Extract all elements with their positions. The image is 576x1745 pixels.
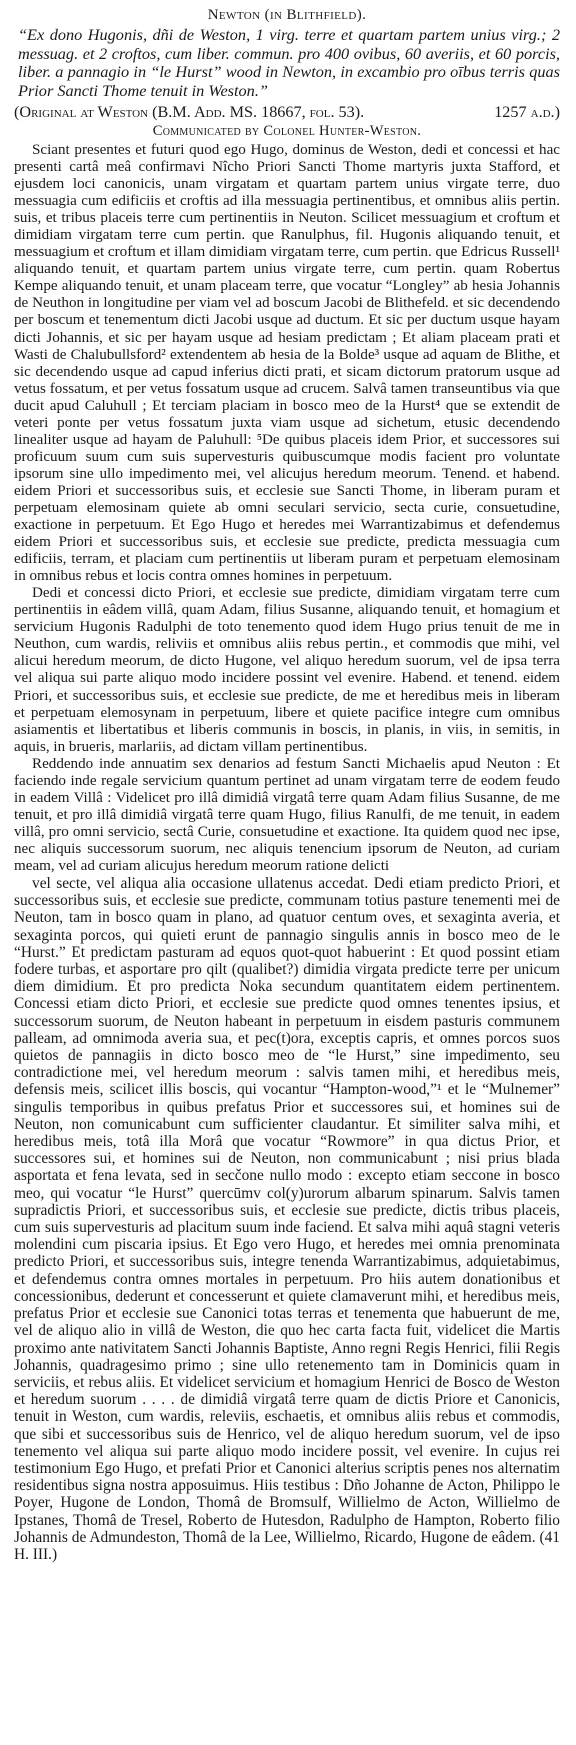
source-reference: (Original at Weston (B.M. Add. MS. 18667, fol. 53). [14, 103, 365, 121]
charter-body [14, 142, 560, 1563]
charter-paragraph: vel secte, vel aliqua alia occasione ullatenus accedat. Dedi etiam predicto Priori, et successoribus suis, et ecclesie sue predicte, communam totius pasture tenementi mei de Neuton, tam in bosco quam in plano, ad quatuor centum oves, et sexaginta averia, et sexaginta porcos, qui quieti erunt de pannagio singulis annis in bosco meo de le “Hurst.” Et predictam pasturam ad equos quot-quot habuerint : Et quod possint etiam fodere turbas, et asportare pro qilt (qualibet?) dimidia virgata predicte terre per unicum diem dimidium. Et pro predicta Noka secundum quantitatem eidem pertinentem. Concessi etiam dicto Priori, et ecclesie sue predicte quod omnes tenentes ipsius, et successorum suorum, de Neuton habeant in perpetuum in eisdem pasturis communem palleam, ad omnimoda averia sua, et pec(t)ora, exceptis capris, et omnes porcos suos quietos de pannagiis in dicto bosco meo de “le Hurst,” sine impedimento, seu contradictione mei, vel heredum meorum : salvis tamen mihi, et heredibus meis, defensis meis, scilicet illis boscis, qui vocantur “Hampton-wood,”¹ et le “Mulnemer” singulis temporibus in quibus prefatus Prior et successores sui, et homines sui de Neuton, non comunicabunt cum sufficienter claudantur. Et similiter salva mihi, et heredibus meis, totâ illa Morâ que vocatur “Rowmore” in qua dictus Prior, et successores sui, et homines sui de Neuton, non communicabunt ; nisi prius blada asportata et fena levata, sed in secčone nullo modo : excepto etiam seccone in bosco meo, qui vocatur “le Hurst” quercūmv col(y)urorum albarum spinarum. Salvis tamen supradictis Priori, et successoribus suis, et ecclesie sue predicte, dictis tribus placeis, cum suis supervesturis ad placitum suum inde faciend. Et salva mihi aquâ stagni veteris molendini cum piscaria ipsius. Et Ego vero Hugo, et heredes mei omnia prenominata predicto Priori, et successoribus suis, integre tenenda Warrantizabimus, adquietabimus, et defendemus contra omnes mortales in perpetuum. Pro hiis autem donationibus et concessionibus, dederunt et concesserunt et quiete clamaverunt mihi, et heredibus meis, prefatus Prior et ecclesie sue Canonici totas terras et tenementa que habuerunt de me, vel de aliquo alio in villâ de Weston, die quo hec carta facta fuit, videlicet die Martis proximo ante nativitatem Sancti Johannis Baptiste, Anno regni Regis Henrici, filii Regis Johannis, quadragesimo primo ; sine ullo retenemento tam in Dominicis quam in serviciis, et rebus aliis. Et videlicet servicium et homagium Henrici de Bosco de Weston et heredum suorum . . . . de dimidiâ virgatâ terre quam de dictis Priore et Canonicis, tenuit in Weston, cum wardis, releviis, eschaetis, et omnibus aliis rebus et commodis, que sibi et successoribus suis de Henrico, vel de aliquo heredum suorum, vel de ipso tenemento vel aliqua sui parte aliquo modo incidere possit, vel evenire. In cujus rei testimonium Ego Hugo, et prefati Prior et Canonici alterius scriptis penes nos alternatim residentibus signa nostra apposuimus. Hiis testibus : Dño Johanne de Acton, Philippo le Poyer, Hugone de London, Thomâ de Bromsulf, Willielmo de Acton, Willielmo de Ipstanes, Thomâ de Tresel, Roberto de Hutesdon, Radulpho de Hampton, Roberto filio Johannis de Admundeston, Thomâ de la Lee, Willielmo, Ricardo, Hugone de eâdem. (41 H. III.) [14, 875, 560, 1563]
charter-paragraph: Sciant presentes et futuri quod ego Hugo, dominus de Weston, dedi et concessi et hac presenti cartâ meâ confirmavi Nîcho Priori Sancti Thome martyris juxta Stafford, et ejusdem loci canonicis, unam virgatam et quartam partem unius virgate terre, duo messuagia cum edificiis et croftis ad illa messuagia pertinentibus, et omnibus aliis pertin. suis, et tribus placeis terre cum pertinentiis in Neuton. Scilicet messuagium et croftum et dimidiam virgatam terre cum pertin. que Ranulphus, fil. Hugonis aliquando tenuit, et messuagium et croftum et illam dimidiam virgatam terre, cum pertin. que Edricus Russell¹ aliquando tenuit, et quartam partem unius virgate terre, cum pertin. quam Robertus Kempe aliquando tenuit, et unam placeam terre, que vocatur “Longley” ab hesia Johannis de Neuthon in longitudine per viam vel ad boscum Jacobi de Blithefeld. et sic decendendo per boscum et tenementum dicti Jacobi usque ad ductum. Et sic per ductum usque hayam dicti Johannis, et sic per hayam usque ad hesiam predictam ; Et aliam placeam prati et Wasti de Chalubullsford² extendentem ab hesia de la Bolde³ usque ad aquam de Blithe, et sic decendendo usque ad capud inferius dicti prati, et sicam dictorum pratorum usque ad vetus fossatum, et per vetus fossatum usque ad crucem. Salvâ tamen transeuntibus via que ducit apud Caluhull ; Et terciam placiam in bosco meo de la Hurst⁴ que se extendit de veteri ponte per vetus fossatum juxta viam usque ad sichetum, etusic decendendo linealiter usque ad hayam de Paluhull: ⁵De quibus placeis idem Prior, et successores sui proficuum suum cum suis supervesturis quibuscumque modis facient pro voluntate ipsorum sine ullo impedimento mei, vel alicujus heredum meorum. Tenend. et habend. eidem Priori et successoribus suis, et ecclesie sue Sancti Thome, in liberam puram et perpetuam elemosinam quiete ab omni seculari servicio, secta curie, consuetudine, exactione in perpetuum. Et Ego Hugo et heredes mei Warrantizabimus et defendemus eidem Priori et successoribus suis, et ecclesie sue predicte, predicta messuagia cum edificiis, terram, et placiam cum pertinentiis ut liberam puram et perpetuam elemosinam in omnibus rebus et locis contra omnes homines in perpetuum. [14, 142, 560, 585]
source-year: 1257 a.d.) [494, 103, 560, 121]
source-line [14, 103, 560, 122]
charter-paragraph: Dedi et concessi dicto Priori, et ecclesie sue predicte, dimidiam virgatam terre cum pertinentiis in eâdem villâ, quam Adam, filius Susanne, aliquando tenuit, et homagium et servicium Hugonis Radulphi de toto tenemento quod idem Hugo prius tenuit de me in Neuthon, cum wardis, reliviis et omnibus aliis rebus pertin., et commodis que mihi, vel alicui heredum meorum, de dicto Hugone, vel aliquo heredum suorum, vel de ipsa terra vel aliqua sui parte aliquo modo incidere possint vel evenire. Habend. et tenend. eidem Priori, et successoribus suis, et ecclesie sue predicte, de me et heredibus meis in liberam et perpetuam elemosynam in perpetuum, libere et quiete pacifice integre cum omnibus asiamentis et libertatibus et liberis communis in boscis, in planis, in viis, in semitis, in aquis, in brueris, marlariis, ad dictam villam pertinentibus. [14, 585, 560, 755]
charter-summary: “Ex dono Hugonis, dñi de Weston, 1 virg. terre et quartam partem unius virg.; 2 messuag. et 2 croftos, cum liber. commun. pro 400 ovibus, 60 averiis, et 60 porcis, liber. a pannagio in “le Hurst” wood in Newton, in excambio pro oībus terris quas Prior Sancti Thome tenuit in Weston.” [18, 25, 560, 100]
charter-paragraph: Reddendo inde annuatim sex denarios ad festum Sancti Michaelis apud Neuton : Et faciendo inde regale servicium quantum pertinet ad unam virgatam terre de eodem feudo in eadem Villâ : Videlicet pro illâ dimidiâ virgatâ terre quam Adam filius Susanne, de me tenuit, et pro illâ dimidiâ virgatâ terre quam Hugo, filius Ranulfi, de me tenuit, in eadem villâ, pro omni servicio, sectâ Curie, consuetudine et exactione. Ita quidem quod nec ipse, nec aliquis successorum suorum, nec aliquis tenencium ipsorum de Neuton, ad curiam meam, vel ad curiam alicujus heredum meorum ratione delicti [14, 755, 560, 874]
document-title: Newton (in Blithfield). [207, 7, 367, 23]
communicated-by: Communicated by Colonel Hunter-Weston. [152, 123, 422, 139]
